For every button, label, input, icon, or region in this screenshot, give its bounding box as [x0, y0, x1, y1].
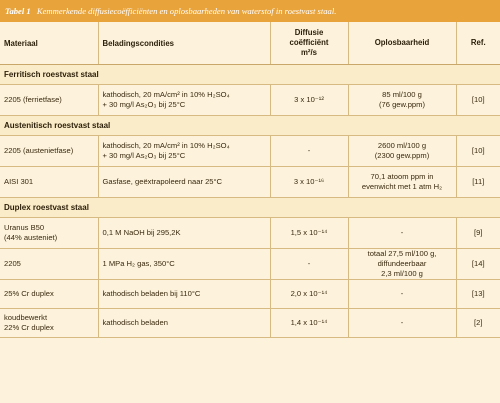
cell-condities-line: + 30 mg/l As₂O₃ bij 25°C: [102, 151, 186, 160]
cell-ref: [11]: [456, 167, 500, 198]
cell-condities: [98, 167, 270, 198]
table-row: [0, 249, 500, 280]
header-diffusie: [270, 22, 348, 65]
cell-materiaal: [0, 136, 98, 167]
cell-condities-line: 0,1 M NaOH bij 295,2K: [102, 228, 181, 237]
cell-materiaal-line: 2205 (austenietfase): [4, 146, 74, 155]
cell-oplosbaarheid: [348, 167, 456, 198]
header-ref: Ref.: [456, 22, 500, 65]
cell-ref: [13]: [456, 280, 500, 309]
header-diffusie-line: Diffusie: [294, 28, 324, 37]
cell-oplosbaarheid: [348, 280, 456, 309]
cell-materiaal-line: Uranus B50: [4, 223, 45, 232]
cell-condities-line: 1 MPa H₂ gas, 350°C: [102, 259, 175, 268]
header-row: [0, 22, 500, 65]
cell-diffusie: -: [270, 136, 348, 167]
cell-oplosbaarheid: [348, 136, 456, 167]
table-row: [0, 309, 500, 338]
table-row: [0, 280, 500, 309]
cell-materiaal-line: 25% Cr duplex: [4, 289, 54, 298]
cell-oplosbaarheid: [348, 85, 456, 116]
header-condities: Beladingscondities: [98, 22, 270, 65]
cell-condities-line: kathodisch, 20 mA/cm² in 10% H₂SO₄: [102, 90, 230, 99]
cell-diffusie: 1,5 x 10⁻¹⁴: [270, 218, 348, 249]
cell-oplosbaarheid-line: evenwicht met 1 atm H₂: [361, 182, 443, 191]
cell-oplosbaarheid-line: -: [400, 318, 404, 327]
cell-materiaal-line: (44% austeniet): [4, 233, 58, 242]
cell-ref: [9]: [456, 218, 500, 249]
cell-oplosbaarheid-line: 70,1 atoom ppm in: [370, 172, 434, 181]
cell-oplosbaarheid-line: totaal 27,5 ml/100 g,: [367, 249, 437, 258]
cell-condities-line: kathodisch, 20 mA/cm² in 10% H₂SO₄: [102, 141, 230, 150]
header-diffusie-line: m²/s: [300, 48, 318, 57]
cell-condities-line: kathodisch beladen: [102, 318, 168, 327]
cell-oplosbaarheid-line: 2600 ml/100 g: [377, 141, 427, 150]
cell-oplosbaarheid-line: -: [400, 289, 404, 298]
section-row: [0, 198, 500, 218]
cell-oplosbaarheid-line: (2300 gew.ppm): [374, 151, 430, 160]
cell-ref: [14]: [456, 249, 500, 280]
cell-materiaal: [0, 280, 98, 309]
header-oplosbaarheid: Oplosbaarheid: [348, 22, 456, 65]
section-row: [0, 116, 500, 136]
cell-oplosbaarheid-line: diffundeerbaar: [377, 259, 427, 268]
cell-materiaal: [0, 218, 98, 249]
caption-text: Kemmerkende diffusiecoëfficiënten en oplosbaarheden van waterstof in roestvast staal.: [36, 6, 337, 16]
cell-oplosbaarheid-line: 85 ml/100 g: [382, 90, 422, 99]
cell-materiaal-line: 2205: [4, 259, 21, 268]
table-row: [0, 167, 500, 198]
cell-condities: [98, 136, 270, 167]
cell-materiaal-line: 2205 (ferrietfase): [4, 95, 62, 104]
cell-materiaal: [0, 167, 98, 198]
cell-materiaal-line: AISI 301: [4, 177, 34, 186]
cell-materiaal: [0, 249, 98, 280]
header-materiaal: Materiaal: [0, 22, 98, 65]
cell-diffusie: 3 x 10⁻¹⁶: [270, 167, 348, 198]
cell-condities: [98, 249, 270, 280]
section-title-austenitisch: Austenitisch roestvast staal: [0, 116, 500, 136]
cell-condities: [98, 218, 270, 249]
cell-oplosbaarheid: [348, 309, 456, 338]
table-row: [0, 136, 500, 167]
cell-condities-line: kathodisch beladen bij 110°C: [102, 289, 201, 298]
section-row: [0, 65, 500, 85]
data-table: [0, 22, 500, 338]
cell-materiaal: [0, 85, 98, 116]
cell-materiaal-line: 22% Cr duplex: [4, 323, 54, 332]
caption-label: Tabel 1: [5, 6, 31, 16]
header-diffusie-line: coëfficiënt: [289, 38, 329, 47]
cell-diffusie: -: [270, 249, 348, 280]
cell-ref: [10]: [456, 136, 500, 167]
cell-condities: [98, 280, 270, 309]
cell-diffusie: 3 x 10⁻¹²: [270, 85, 348, 116]
cell-materiaal: [0, 309, 98, 338]
table-row: [0, 85, 500, 116]
cell-oplosbaarheid-line: 2,3 ml/100 g: [381, 269, 423, 278]
cell-oplosbaarheid-line: (76 gew.ppm): [378, 100, 425, 109]
cell-oplosbaarheid-line: -: [400, 228, 404, 237]
cell-diffusie: 2,0 x 10⁻¹⁴: [270, 280, 348, 309]
cell-oplosbaarheid: [348, 218, 456, 249]
cell-condities-line: + 30 mg/l As₂O₃ bij 25°C: [102, 100, 186, 109]
table-caption: [0, 0, 500, 22]
cell-condities: [98, 309, 270, 338]
cell-oplosbaarheid: [348, 249, 456, 280]
cell-condities: [98, 85, 270, 116]
cell-materiaal-line: koudbewerkt: [4, 313, 48, 322]
cell-ref: [2]: [456, 309, 500, 338]
table-row: [0, 218, 500, 249]
cell-condities-line: Gasfase, geëxtrapoleerd naar 25°C: [102, 177, 223, 186]
cell-diffusie: 1,4 x 10⁻¹⁴: [270, 309, 348, 338]
section-title-duplex: Duplex roestvast staal: [0, 198, 500, 218]
cell-ref: [10]: [456, 85, 500, 116]
section-title-ferritisch: Ferritisch roestvast staal: [0, 65, 500, 85]
